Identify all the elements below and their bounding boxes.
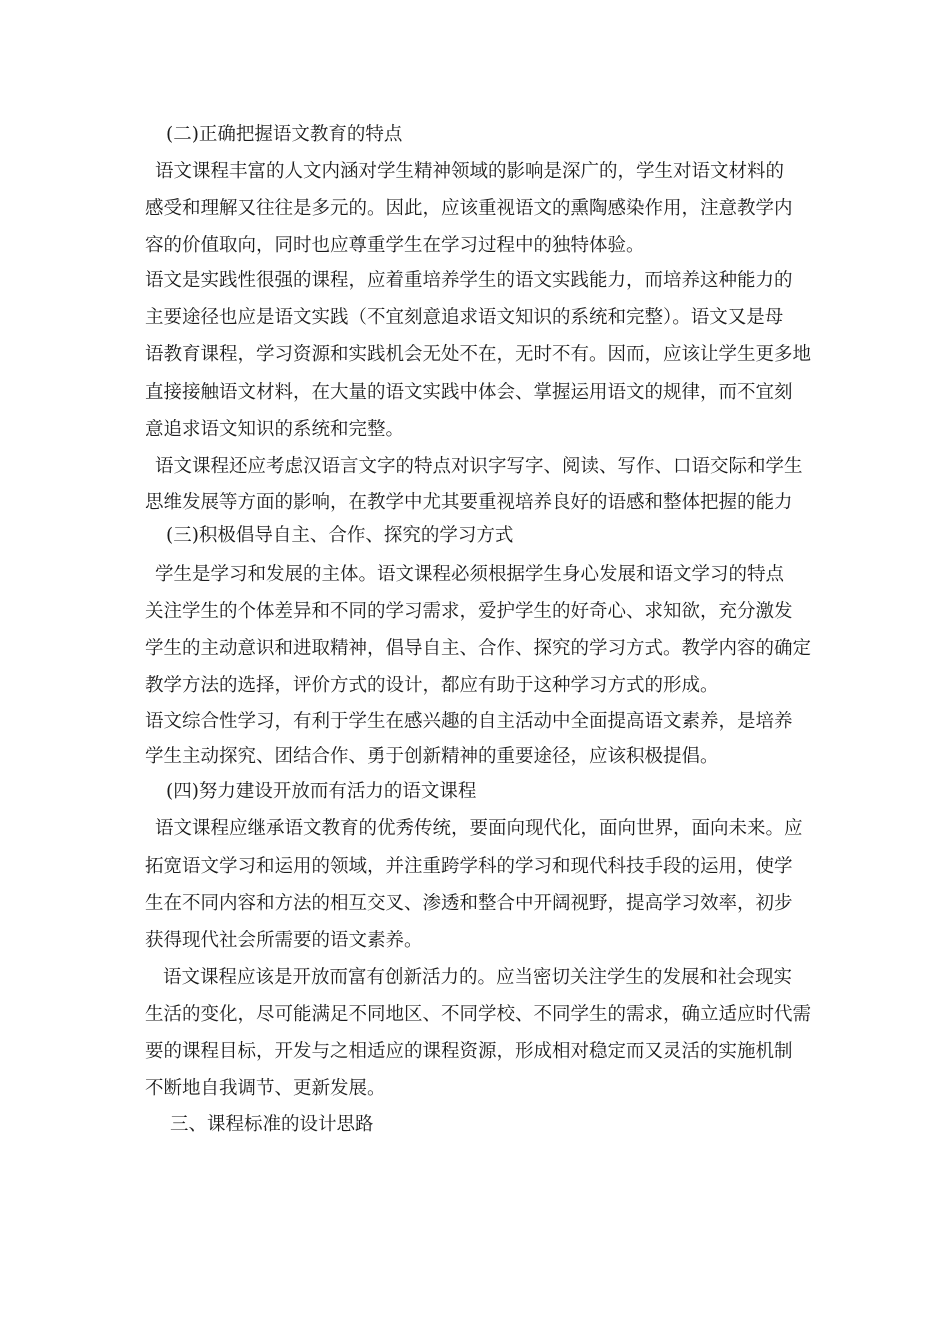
- section-heading-2: (二)正确把握语文教育的特点: [166, 124, 403, 145]
- paragraph-line: 语文课程应继承语文教育的优秀传统，要面向现代化，面向世界，面向未来。应: [155, 818, 803, 839]
- paragraph-line: 要的课程目标，开发与之相适应的课程资源，形成相对稳定而又灵活的实施机制: [145, 1041, 793, 1062]
- paragraph-line: 生活的变化，尽可能满足不同地区、不同学校、不同学生的需求，确立适应时代需: [145, 1004, 812, 1025]
- paragraph-line: 学生是学习和发展的主体。语文课程必须根据学生身心发展和语文学习的特点: [155, 564, 785, 585]
- paragraph-line: 语文综合性学习，有利于学生在感兴趣的自主活动中全面提高语文素养，是培养: [145, 711, 793, 732]
- paragraph-line: 不断地自我调节、更新发展。: [145, 1078, 386, 1099]
- paragraph-line: 意追求语文知识的系统和完整。: [145, 419, 405, 440]
- paragraph-line: 语文课程丰富的人文内涵对学生精神领域的影响是深广的，学生对语文材料的: [155, 161, 785, 182]
- section-heading-three: 三、课程标准的设计思路: [170, 1114, 374, 1135]
- paragraph-line: 学生主动探究、团结合作、勇于创新精神的重要途径，应该积极提倡。: [145, 746, 719, 767]
- paragraph-line: 生在不同内容和方法的相互交叉、渗透和整合中开阔视野，提高学习效率，初步: [145, 893, 793, 914]
- paragraph-line: 拓宽语文学习和运用的领域，并注重跨学科的学习和现代科技手段的运用，使学: [145, 856, 793, 877]
- paragraph-line: 学生的主动意识和进取精神，倡导自主、合作、探究的学习方式。教学内容的确定: [145, 638, 812, 659]
- paragraph-line: 容的价值取向，同时也应尊重学生在学习过程中的独特体验。: [145, 235, 645, 256]
- paragraph-line: 获得现代社会所需要的语文素养。: [145, 930, 423, 951]
- paragraph-line: 教学方法的选择，评价方式的设计，都应有助于这种学习方式的形成。: [145, 675, 719, 696]
- paragraph-line: 主要途径也应是语文实践（不宜刻意追求语文知识的系统和完整）。语文又是母: [145, 307, 784, 328]
- paragraph-line: 感受和理解又往往是多元的。因此，应该重视语文的熏陶感染作用，注意教学内: [145, 198, 793, 219]
- paragraph-line: 语文是实践性很强的课程，应着重培养学生的语文实践能力，而培养这种能力的: [145, 270, 793, 291]
- paragraph-line: 语文课程应该是开放而富有创新活力的。应当密切关注学生的发展和社会现实: [163, 967, 793, 988]
- paragraph-line: 思维发展等方面的影响，在教学中尤其要重视培养良好的语感和整体把握的能力: [145, 492, 793, 513]
- paragraph-line: 语教育课程，学习资源和实践机会无处不在，无时不有。因而，应该让学生更多地: [145, 344, 812, 365]
- paragraph-line: 直接接触语文材料，在大量的语文实践中体会、掌握运用语文的规律，而不宜刻: [145, 382, 793, 403]
- section-heading-4: (四)努力建设开放而有活力的语文课程: [166, 781, 477, 802]
- paragraph-line: 关注学生的个体差异和不同的学习需求，爱护学生的好奇心、求知欲，充分激发: [145, 601, 793, 622]
- paragraph-line: 语文课程还应考虑汉语言文字的特点对识字写字、阅读、写作、口语交际和学生: [155, 456, 803, 477]
- section-heading-3: (三)积极倡导自主、合作、探究的学习方式: [166, 525, 514, 546]
